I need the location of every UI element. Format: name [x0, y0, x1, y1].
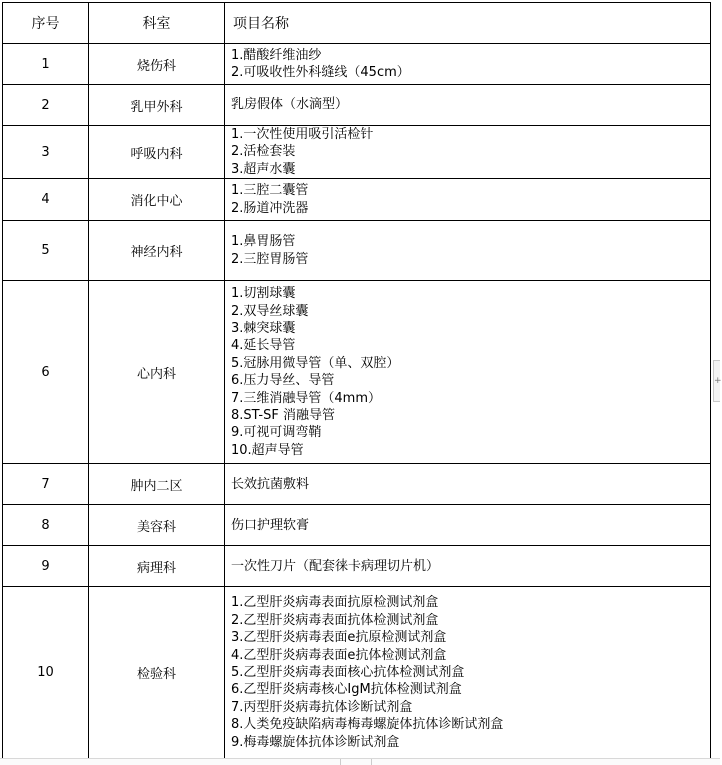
item-line: 2.活检套装	[231, 144, 296, 160]
row-number: 9	[3, 546, 89, 587]
item-line: 4.延长导管	[231, 338, 296, 354]
row-department: 神经内科	[89, 221, 225, 281]
item-line: 1.三腔二囊管	[231, 183, 309, 199]
row-number: 10	[3, 587, 89, 759]
item-line: 3.乙型肝炎病毒表面e抗原检测试剂盒	[231, 630, 447, 646]
item-line: 9.可视可调弯鞘	[231, 425, 322, 441]
item-line: 6.压力导丝、导管	[231, 373, 335, 389]
item-line: 一次性刀片（配套徕卡病理切片机）	[231, 558, 440, 574]
row-number: 2	[3, 85, 89, 126]
row-number: 3	[3, 126, 89, 179]
table-row	[3, 85, 711, 126]
row-department: 乳甲外科	[89, 85, 225, 126]
item-line: 3.超声水囊	[231, 161, 296, 177]
item-line: 2.肠道冲洗器	[231, 200, 309, 216]
bottom-bar-segment	[340, 759, 372, 765]
item-line: 2.三腔胃肠管	[231, 251, 309, 267]
row-department: 消化中心	[89, 179, 225, 221]
header-dept: 科室	[89, 3, 225, 44]
row-number: 1	[3, 44, 89, 85]
row-items	[225, 281, 711, 464]
item-line: 乳房假体（水滴型）	[231, 97, 349, 113]
item-line: 1.切割球囊	[231, 286, 296, 302]
procurement-table	[2, 2, 711, 759]
row-items	[225, 44, 711, 85]
table-header-row	[3, 3, 711, 44]
table-row	[3, 179, 711, 221]
row-items	[225, 587, 711, 759]
row-items	[225, 464, 711, 505]
row-number: 7	[3, 464, 89, 505]
row-number: 4	[3, 179, 89, 221]
item-line: 伤口护理软膏	[231, 517, 310, 533]
row-items	[225, 505, 711, 546]
item-line: 8.人类免疫缺陷病毒梅毒螺旋体抗体诊断试剂盒	[231, 717, 504, 733]
header-items: 项目名称	[225, 3, 711, 44]
row-items	[225, 126, 711, 179]
row-department: 检验科	[89, 587, 225, 759]
row-department: 肿内二区	[89, 464, 225, 505]
table-row	[3, 587, 711, 759]
table-row	[3, 281, 711, 464]
item-line: 6.乙型肝炎病毒核心IgM抗体检测试剂盒	[231, 682, 462, 698]
row-items	[225, 546, 711, 587]
item-line: 7.三维消融导管（4mm）	[231, 390, 382, 406]
row-department: 烧伤科	[89, 44, 225, 85]
table-row	[3, 221, 711, 281]
item-line: 1.鼻胃肠管	[231, 234, 296, 250]
row-department: 美容科	[89, 505, 225, 546]
row-department: 呼吸内科	[89, 126, 225, 179]
row-number: 6	[3, 281, 89, 464]
item-line: 4.乙型肝炎病毒表面e抗体检测试剂盒	[231, 647, 447, 663]
row-number: 5	[3, 221, 89, 281]
table-row	[3, 126, 711, 179]
table-row	[3, 505, 711, 546]
item-line: 5.冠脉用微导管（单、双腔）	[231, 355, 400, 371]
row-items	[225, 221, 711, 281]
item-line: 1.醋酸纤维油纱	[231, 47, 322, 63]
bottom-bar	[0, 758, 720, 765]
row-number: 8	[3, 505, 89, 546]
row-items	[225, 179, 711, 221]
item-line: 长效抗菌敷料	[231, 476, 310, 492]
row-items	[225, 85, 711, 126]
item-line: 1.乙型肝炎病毒表面抗原检测试剂盒	[231, 595, 439, 611]
item-line: 1.一次性使用吸引活检针	[231, 127, 374, 142]
item-line: 2.乙型肝炎病毒表面抗体检测试剂盒	[231, 612, 439, 628]
table-row	[3, 546, 711, 587]
item-line: 5.乙型肝炎病毒表面核心抗体检测试剂盒	[231, 665, 465, 681]
table-row	[3, 464, 711, 505]
scroll-handle[interactable]: +	[713, 360, 720, 402]
item-line: 2.可吸收性外科缝线（45cm）	[231, 65, 410, 80]
header-no: 序号	[3, 3, 89, 44]
table-row	[3, 44, 711, 85]
row-department: 心内科	[89, 281, 225, 464]
item-line: 8.ST-SF 消融导管	[231, 408, 335, 424]
item-line: 3.棘突球囊	[231, 321, 296, 336]
item-line: 7.丙型肝炎病毒抗体诊断试剂盒	[231, 699, 413, 715]
item-line: 9.梅毒螺旋体抗体诊断试剂盒	[231, 734, 400, 750]
item-line: 10.超声导管	[231, 442, 304, 458]
row-department: 病理科	[89, 546, 225, 587]
item-line: 2.双导丝球囊	[231, 303, 309, 319]
